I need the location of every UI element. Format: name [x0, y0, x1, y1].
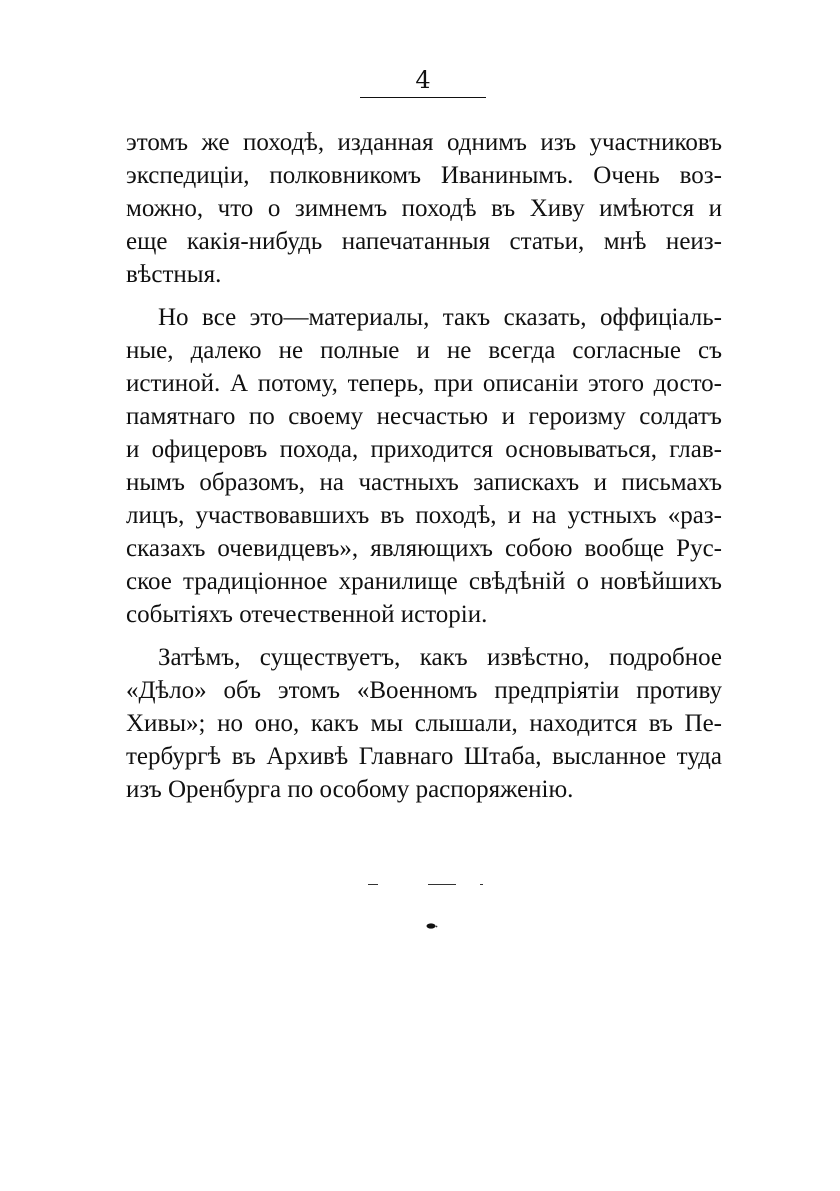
text-line: экспедиціи, полковникомъ Иванинымъ. Очень воз- — [126, 162, 722, 189]
text-line: и офицеровъ похода, приходится основываться, глав- — [126, 436, 722, 463]
ink-blot — [426, 922, 438, 929]
text-line: можно, что о зимнемъ походѣ въ Хиву имѣются и — [126, 195, 722, 222]
text-line: нымъ образомъ, на частныхъ запискахъ и письмахъ — [126, 469, 722, 496]
text-line: тербургѣ въ Архивѣ Главнаго Штаба, высланное туда — [126, 743, 722, 770]
text-line: Но все это—материалы, такъ сказать, оффиціаль- — [158, 304, 722, 331]
text-line: этомъ же походѣ, изданная однимъ изъ участниковъ — [126, 129, 722, 156]
ornament-dash — [368, 884, 378, 885]
text-line: событіяхъ отечественной исторіи. — [126, 601, 488, 628]
end-ornament — [368, 880, 488, 888]
text-line: вѣстныя. — [126, 261, 222, 288]
text-line: ское традиціонное хранилище свѣдѣній о новѣйшихъ — [126, 568, 722, 595]
ornament-dash — [428, 884, 456, 885]
page-number: 4 — [415, 66, 431, 94]
text-line: «Дѣло» объ этомъ «Военномъ предпріятіи противу — [126, 677, 722, 704]
text-line: Затѣмъ, существуетъ, какъ извѣстно, подробное — [158, 644, 722, 671]
header-rule — [360, 97, 486, 98]
text-line: ные, далеко не полные и не всегда согласные съ — [126, 337, 722, 364]
text-line: Хивы»; но оно, какъ мы слышали, находится въ Пе- — [126, 710, 722, 737]
text-line: лицъ, участвовавшихъ въ походѣ, и на устныхъ «раз- — [126, 502, 722, 529]
text-line: сказахъ очевидцевъ», являющихъ собою вообще Рус- — [126, 535, 722, 562]
paragraph-gap — [126, 291, 722, 301]
text-line: еще какія-нибудь напечатанныя статьи, мнѣ неиз- — [126, 228, 722, 255]
body-text — [126, 126, 722, 806]
text-line: изъ Оренбурга по особому распоряженію. — [126, 776, 574, 803]
paragraph-gap — [126, 631, 722, 641]
ornament-dash — [480, 884, 483, 885]
text-line: памятнаго по своему несчастью и героизму солдатъ — [126, 403, 722, 430]
text-line: истиной. А потому, теперь, при описаніи этого досто- — [126, 370, 722, 397]
